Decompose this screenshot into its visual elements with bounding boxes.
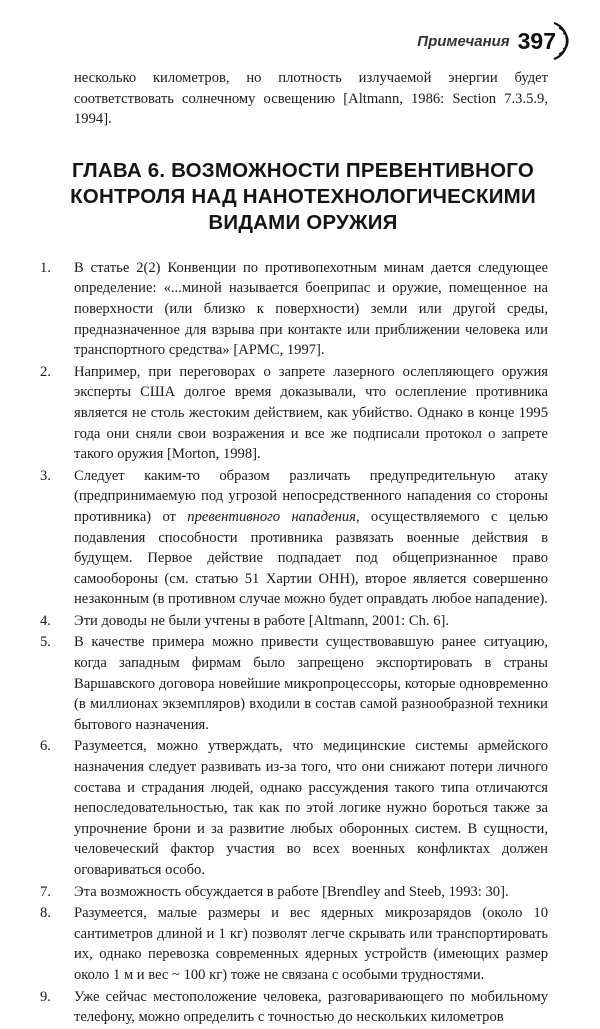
note-item	[40, 362, 548, 465]
note-item	[40, 903, 548, 985]
chapter-heading: ГЛАВА 6. ВОЗМОЖНОСТИ ПРЕВЕНТИВНОГО КОНТРОЛЯ НАД НАНОТЕХНОЛОГИЧЕСКИМИ ВИДАМИ ОРУЖИЯ	[70, 158, 536, 234]
note-number: 6.	[40, 738, 51, 755]
note-text: Например, при переговорах о запрете лазерного ослепляющего оружия эксперты США долгое время доказывали, что ослепление противника является не столь жестоким действием, как убийство. Однако в конце 1995 года они сняли свои возражения и все же подписали протокол о запрете такого оружия [Morton, 1998].	[74, 363, 548, 463]
note-item	[40, 632, 548, 735]
note-item	[40, 882, 548, 903]
note-number: 3.	[40, 467, 51, 484]
note-text: Разумеется, можно утверждать, что медицинские системы армейского назначения следует развивать из-за того, что они снижают потери личного состава и страдания людей, однако рассуждения такого типа отличаются непоследовательностью, так как по этой логике нужно бороться также за упрочнение брони и за развитие любых оборонных систем. В сущности, человеческий фактор участия во всех военных конфликтах должен оговариваться особо.	[74, 738, 548, 878]
note-number: 1.	[40, 259, 51, 276]
page-number-text: 397	[517, 28, 556, 54]
note-text-part: Следует каким-то образом различать предупредительную атаку (предпринимаемую под угрозой непосредственного нападения со стороны противника) от	[74, 467, 548, 525]
note-number: 9.	[40, 988, 51, 1005]
note-number: 5.	[40, 634, 51, 651]
note-text: Эта возможность обсуждается в работе [Brendley and Steeb, 1993: 30].	[74, 883, 509, 900]
note-text: Разумеется, малые размеры и вес ядерных микрозарядов (около 10 сантиметров длиной и 1 кг) позволят легче скрывать или транспортировать их, однако перевозка современных ядерных устройств (имеющих размер около 1 м и вес ~ 100 кг) тоже не связана с особыми трудностями.	[74, 905, 548, 983]
note-item	[40, 611, 548, 632]
page-number	[518, 28, 556, 55]
page-number-ornament-icon	[552, 20, 574, 62]
running-header	[417, 28, 556, 55]
intro-paragraph: несколько километров, но плотность излучаемой энергии будет соответствовать солнечному освещению [Altmann, 1986: Section 7.3.5.9, 1994].	[74, 70, 548, 128]
note-number: 4.	[40, 612, 51, 629]
note-item	[40, 736, 548, 880]
note-number: 7.	[40, 883, 51, 900]
page-content	[40, 68, 548, 1029]
note-text: В качестве примера можно привести существовавшую ранее ситуацию, когда западным фирмам было запрещено экспортировать в страны Варшавского договора новейшие микропроцессоры, которые одновременно (в миллионах экземпляров) входили в состав самой разнообразной техники бытового назначения.	[74, 634, 548, 733]
note-number: 8.	[40, 905, 51, 922]
note-item	[40, 466, 548, 610]
note-text: В статье 2(2) Конвенции по противопехотным минам дается следующее определение: «...миной называется боеприпас и оружие, помещенное на поверхности (или близко к поверхности) земли или другой среды, предназначенное для взрыва при контакте или приближении человека или транспортного средства» [АРМС, 1997].	[74, 259, 548, 359]
note-text: Эти доводы не были учтены в работе [Altmann, 2001: Ch. 6].	[74, 612, 449, 629]
note-emphasis: превентивного нападения	[187, 508, 356, 525]
notes-list	[40, 258, 548, 1028]
note-text	[74, 466, 548, 610]
section-title: Примечания	[417, 33, 510, 50]
note-number: 2.	[40, 363, 51, 380]
note-text-part: , осуществляемого с целью подавления способности противника развязать военные действия в будущем. Первое действие подпадает под общепризнанное право самообороны (см. статью 51 Хартии ОНН), второе является совершенно незаконным (в противном случае можно будет оправдать любое нападение).	[74, 508, 548, 608]
note-text: Уже сейчас местоположение человека, разговаривающего по мобильному телефону, можно определить с точностью до нескольких километров	[74, 988, 548, 1026]
note-item	[40, 987, 548, 1028]
note-item	[40, 258, 548, 361]
